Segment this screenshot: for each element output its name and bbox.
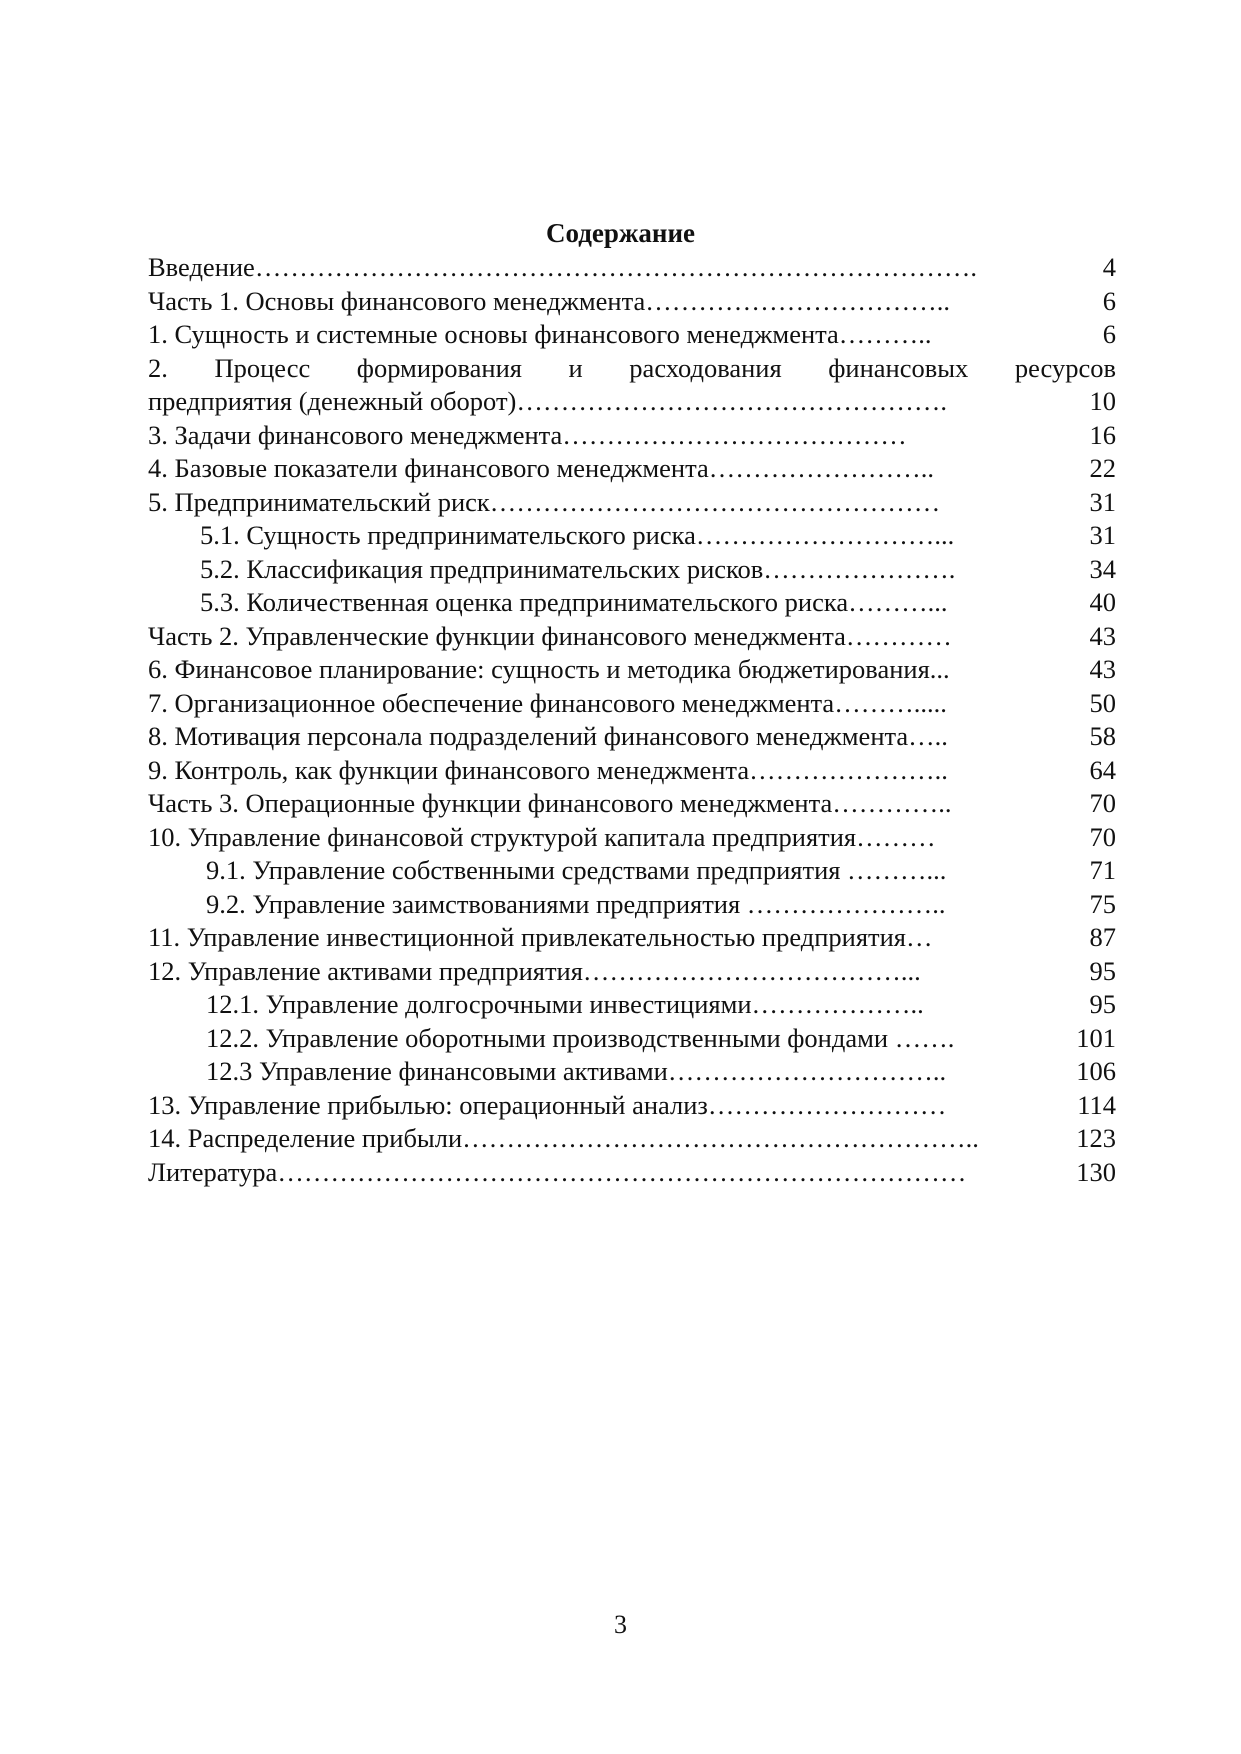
toc-entry-page: 10 xyxy=(1089,386,1116,416)
toc-entry-5-1 xyxy=(148,519,1116,553)
toc-entry-1 xyxy=(148,318,1116,352)
toc-entry-page: 50 xyxy=(1089,687,1116,718)
toc-entry-title: 5.2. Классификация предпринимательских рисков…………………. xyxy=(200,553,956,584)
toc-entry-11 xyxy=(148,921,1116,955)
toc-entry-page: 6 xyxy=(1102,285,1116,316)
toc-entry-2-line-1 xyxy=(148,352,1116,386)
toc-entry-page: 130 xyxy=(1076,1156,1116,1187)
toc-entry-page: 40 xyxy=(1089,587,1116,617)
toc-entry-page: 6 xyxy=(1102,319,1116,349)
toc-entry-5-3 xyxy=(148,586,1116,620)
toc-entry-3 xyxy=(148,419,1116,453)
toc-entry-title: Часть 3. Операционные функции финансового менеджмента………….. xyxy=(148,788,952,818)
toc-entry-title: 5. Предпринимательский риск…………………………………………… xyxy=(148,486,941,517)
table-of-contents xyxy=(148,251,1116,1189)
toc-entry-title: 6. Финансовое планирование: сущность и методика бюджетирования... xyxy=(148,654,950,684)
toc-entry-page: 106 xyxy=(1076,1056,1116,1086)
toc-entry-part-2 xyxy=(148,620,1116,654)
toc-entry-title: 5.1. Сущность предпринимательского риска………………………... xyxy=(200,520,955,550)
toc-entry-12-3 xyxy=(148,1055,1116,1089)
toc-entry-13 xyxy=(148,1089,1116,1123)
toc-entry-title: 3. Задачи финансового менеджмента………………………………… xyxy=(148,419,907,450)
toc-entry-title: 9.1. Управление собственными средствами предприятия ………... xyxy=(206,855,947,885)
toc-entry-2-line-2 xyxy=(148,385,1116,419)
toc-entry-title: 4. Базовые показатели финансового менеджмента…………………….. xyxy=(148,453,935,483)
toc-entry-page: 31 xyxy=(1089,486,1116,517)
toc-entry-14 xyxy=(148,1122,1116,1156)
toc-entry-page: 114 xyxy=(1077,1089,1116,1120)
toc-entry-page: 87 xyxy=(1089,922,1116,952)
toc-entry-title: 12. Управление активами предприятия………………………………... xyxy=(148,955,921,986)
toc-entry-page: 95 xyxy=(1089,955,1116,986)
toc-entry-title: 12.3 Управление финансовыми активами………………………….. xyxy=(206,1056,947,1086)
toc-entry-page: 31 xyxy=(1089,520,1116,550)
toc-entry-12 xyxy=(148,955,1116,989)
toc-entry-7 xyxy=(148,687,1116,721)
toc-entry-10 xyxy=(148,821,1116,855)
toc-entry-introduction xyxy=(148,251,1116,285)
toc-entry-12-2 xyxy=(148,1022,1116,1056)
toc-entry-part-3 xyxy=(148,787,1116,821)
toc-entry-title: 10. Управление финансовой структурой капитала предприятия……… xyxy=(148,821,936,852)
toc-entry-page: 95 xyxy=(1089,989,1116,1019)
toc-entry-literature xyxy=(148,1156,1116,1190)
toc-entry-9-2 xyxy=(148,888,1116,922)
toc-entry-title: 13. Управление прибылью: операционный анализ……………………… xyxy=(148,1089,947,1120)
toc-entry-page: 70 xyxy=(1089,788,1116,818)
toc-entry-title: 1. Сущность и системные основы финансового менеджмента……….. xyxy=(148,319,932,349)
toc-entry-page: 16 xyxy=(1089,419,1116,450)
page-title: Содержание xyxy=(545,218,696,248)
toc-entry-9-1 xyxy=(148,854,1116,888)
toc-entry-page: 70 xyxy=(1089,821,1116,852)
toc-entry-4 xyxy=(148,452,1116,486)
toc-entry-title: 11. Управление инвестиционной привлекательностью предприятия… xyxy=(148,922,933,952)
toc-entry-5 xyxy=(148,486,1116,520)
toc-entry-9 xyxy=(148,754,1116,788)
toc-entry-6 xyxy=(148,653,1116,687)
toc-entry-page: 43 xyxy=(1089,654,1116,684)
toc-entry-title: Введение………………………………………………………………………. xyxy=(148,252,977,282)
toc-entry-12-1 xyxy=(148,988,1116,1022)
toc-entry-page: 123 xyxy=(1076,1123,1116,1153)
toc-entry-title: Часть 2. Управленческие функции финансового менеджмента………… xyxy=(148,620,952,651)
toc-entry-page: 4 xyxy=(1102,252,1116,282)
toc-entry-title: 9. Контроль, как функции финансового менеджмента………………….. xyxy=(148,754,948,785)
toc-entry-page: 71 xyxy=(1089,855,1116,885)
toc-entry-title: 12.2. Управление оборотными производственными фондами ……. xyxy=(206,1022,955,1053)
toc-entry-5-2 xyxy=(148,553,1116,587)
toc-entry-title: Литература…………………………………………………………………… xyxy=(148,1156,967,1187)
toc-entry-title: 8. Мотивация персонала подразделений финансового менеджмента….. xyxy=(148,721,948,751)
toc-entry-title: 12.1. Управление долгосрочными инвестициями……………….. xyxy=(206,989,924,1019)
toc-entry-title: предприятия (денежный оборот)…………………………………………. xyxy=(148,386,947,416)
toc-entry-title: 14. Распределение прибыли………………………………………………….. xyxy=(148,1123,979,1153)
toc-entry-page: 22 xyxy=(1089,453,1116,483)
toc-entry-title: 9.2. Управление заимствованиями предприятия ………………….. xyxy=(206,888,946,919)
toc-entry-title: 5.3. Количественная оценка предпринимательского риска………... xyxy=(200,587,948,617)
toc-entry-page: 75 xyxy=(1089,888,1116,919)
toc-entry-title: 7. Организационное обеспечение финансового менеджмента………..... xyxy=(148,687,947,718)
toc-entry-part-1 xyxy=(148,285,1116,319)
toc-entry-page: 101 xyxy=(1076,1022,1116,1053)
toc-entry-page: 58 xyxy=(1089,721,1116,751)
toc-entry-page: 43 xyxy=(1089,620,1116,651)
toc-entry-title: 2. Процесс формирования и расходования финансовых ресурсов xyxy=(148,352,1116,383)
toc-entry-title: Часть 1. Основы финансового менеджмента…………………………….. xyxy=(148,285,951,316)
toc-entry-page: 34 xyxy=(1089,553,1116,584)
page-number: 3 xyxy=(614,1610,627,1639)
toc-entry-page: 64 xyxy=(1089,754,1116,785)
toc-entry-8 xyxy=(148,720,1116,754)
